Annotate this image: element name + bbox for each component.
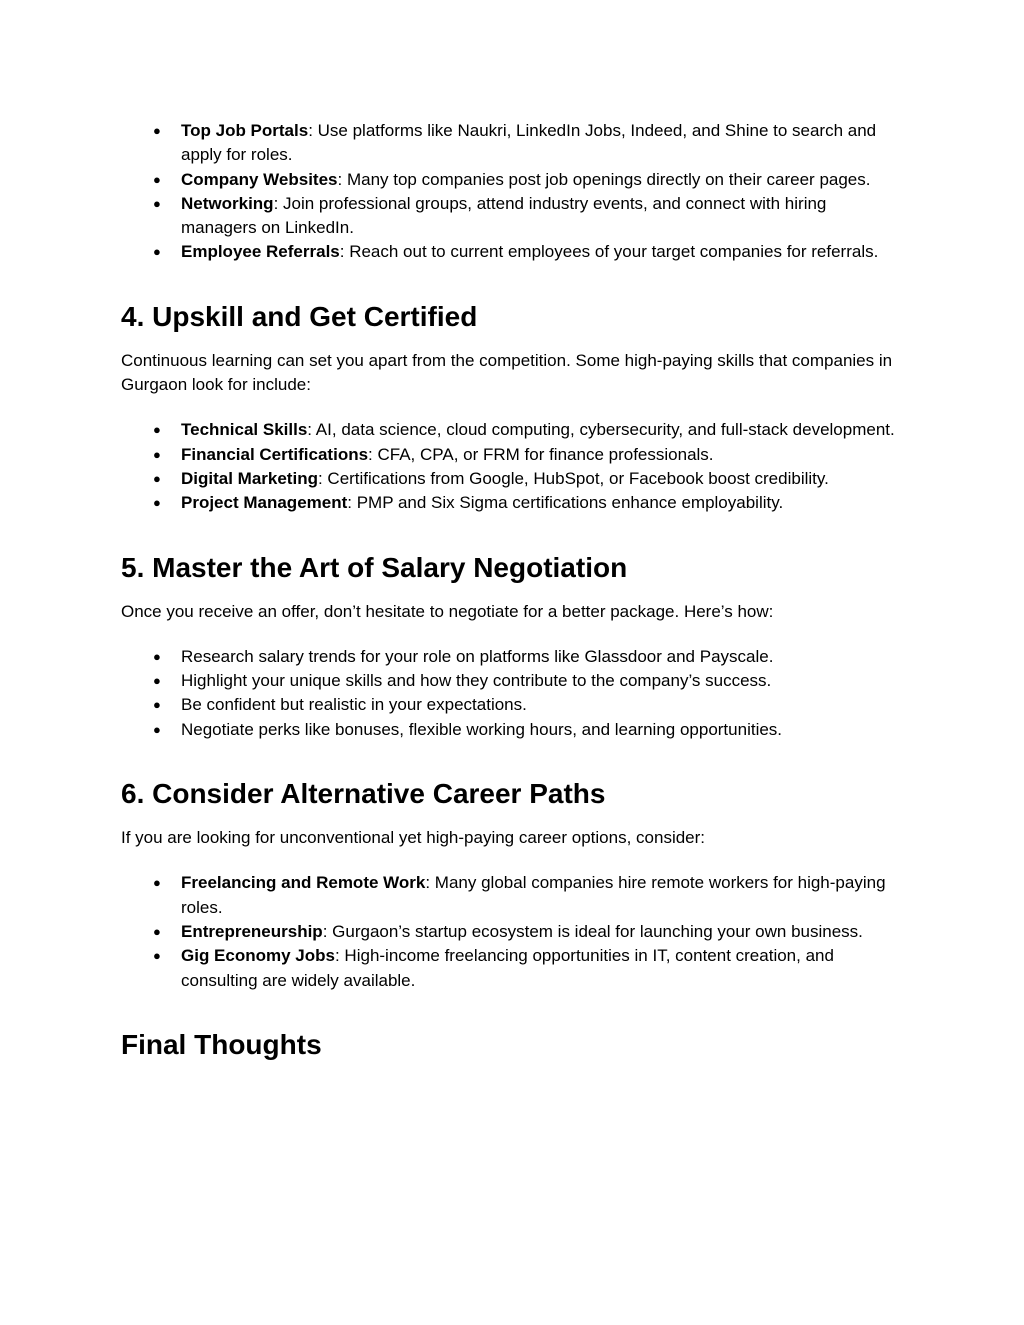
bullet-icon: ● [153,948,161,964]
list-item [121,718,906,742]
alternative-list [121,871,906,992]
list-item-term: Freelancing and Remote Work [181,873,426,893]
list-item-text: Negotiate perks like bonuses, flexible working hours, and learning opportunities. [181,719,783,739]
list-item-text: : Use platforms like Naukri, LinkedIn Jobs, Indeed, and Shine to search and apply for roles. [181,121,877,165]
list-item [121,920,906,944]
bullet-icon: ● [153,171,161,187]
bullet-icon: ● [153,470,161,486]
list-item-term: Gig Economy Jobs [181,946,335,966]
bullet-icon: ● [153,195,161,211]
negotiation-list [121,645,906,742]
document-content [121,119,906,1063]
list-item [121,240,906,264]
section-intro-negotiation: Once you receive an offer, don’t hesitate to negotiate for a better package. Here’s how: [121,601,774,621]
list-item [121,443,906,467]
upskill-list [121,418,906,515]
list-item [121,669,906,693]
list-item-text: : CFA, CPA, or FRM for finance professionals. [368,444,714,464]
list-item-text: : Many global companies hire remote workers for high-paying roles. [181,873,886,917]
list-item-text: : PMP and Six Sigma certifications enhance employability. [347,493,784,513]
bullet-icon: ● [153,697,161,713]
job-search-list [121,119,906,265]
bullet-icon: ● [153,648,161,664]
list-item [121,192,906,241]
section-heading-alternative: 6. Consider Alternative Career Paths [121,778,606,810]
list-item-text: : Many top companies post job openings directly on their career pages. [337,169,871,189]
list-item-text: : High-income freelancing opportunities in IT, content creation, and consulting are widely available. [181,946,834,990]
list-item [121,645,906,669]
bullet-icon: ● [153,422,161,438]
list-item [121,944,906,993]
list-item-term: Networking [181,193,274,213]
section-intro-alternative: If you are looking for unconventional yet high-paying career options, consider: [121,828,706,848]
bullet-icon: ● [153,446,161,462]
list-item-text: : Reach out to current employees of your target companies for referrals. [339,242,879,262]
list-item-text: Highlight your unique skills and how they contribute to the company’s success. [181,671,772,691]
bullet-icon: ● [153,673,161,689]
list-item-term: Entrepreneurship [181,921,323,941]
bullet-icon: ● [153,721,161,737]
list-item-text: Research salary trends for your role on platforms like Glassdoor and Payscale. [181,646,774,666]
list-item [121,119,906,168]
section-heading-negotiation: 5. Master the Art of Salary Negotiation [121,551,628,583]
bullet-icon: ● [153,923,161,939]
list-item [121,418,906,442]
list-item [121,467,906,491]
list-item-text: Be confident but realistic in your expectations. [181,695,527,715]
list-item-term: Digital Marketing [181,468,318,488]
bullet-icon: ● [153,244,161,260]
list-item-term: Employee Referrals [181,242,340,262]
list-item-text: : Gurgaon’s startup ecosystem is ideal for launching your own business. [322,921,863,941]
section-heading-final: Final Thoughts [121,1028,322,1060]
list-item [121,168,906,192]
list-item-text: : Certifications from Google, HubSpot, or Facebook boost credibility. [317,468,829,488]
list-item-text: : Join professional groups, attend industry events, and connect with hiring managers on LinkedIn. [181,193,827,238]
list-item-term: Financial Certifications [181,444,369,464]
list-item-term: Company Websites [181,169,338,189]
list-item-text: : AI, data science, cloud computing, cybersecurity, and full-stack development. [307,420,895,440]
bullet-icon: ● [153,495,161,511]
list-item [121,871,906,920]
list-item-term: Technical Skills [181,420,308,440]
bullet-icon: ● [153,123,161,138]
bullet-icon: ● [153,875,161,891]
list-item [121,491,906,515]
list-item-term: Project Management [181,493,348,513]
list-item-term: Top Job Portals [181,121,309,140]
list-item [121,693,906,717]
section-heading-upskill: 4. Upskill and Get Certified [121,300,478,332]
section-intro-upskill: Continuous learning can set you apart from the competition. Some high-paying skills that companies in Gurgaon look for include: [121,350,893,395]
